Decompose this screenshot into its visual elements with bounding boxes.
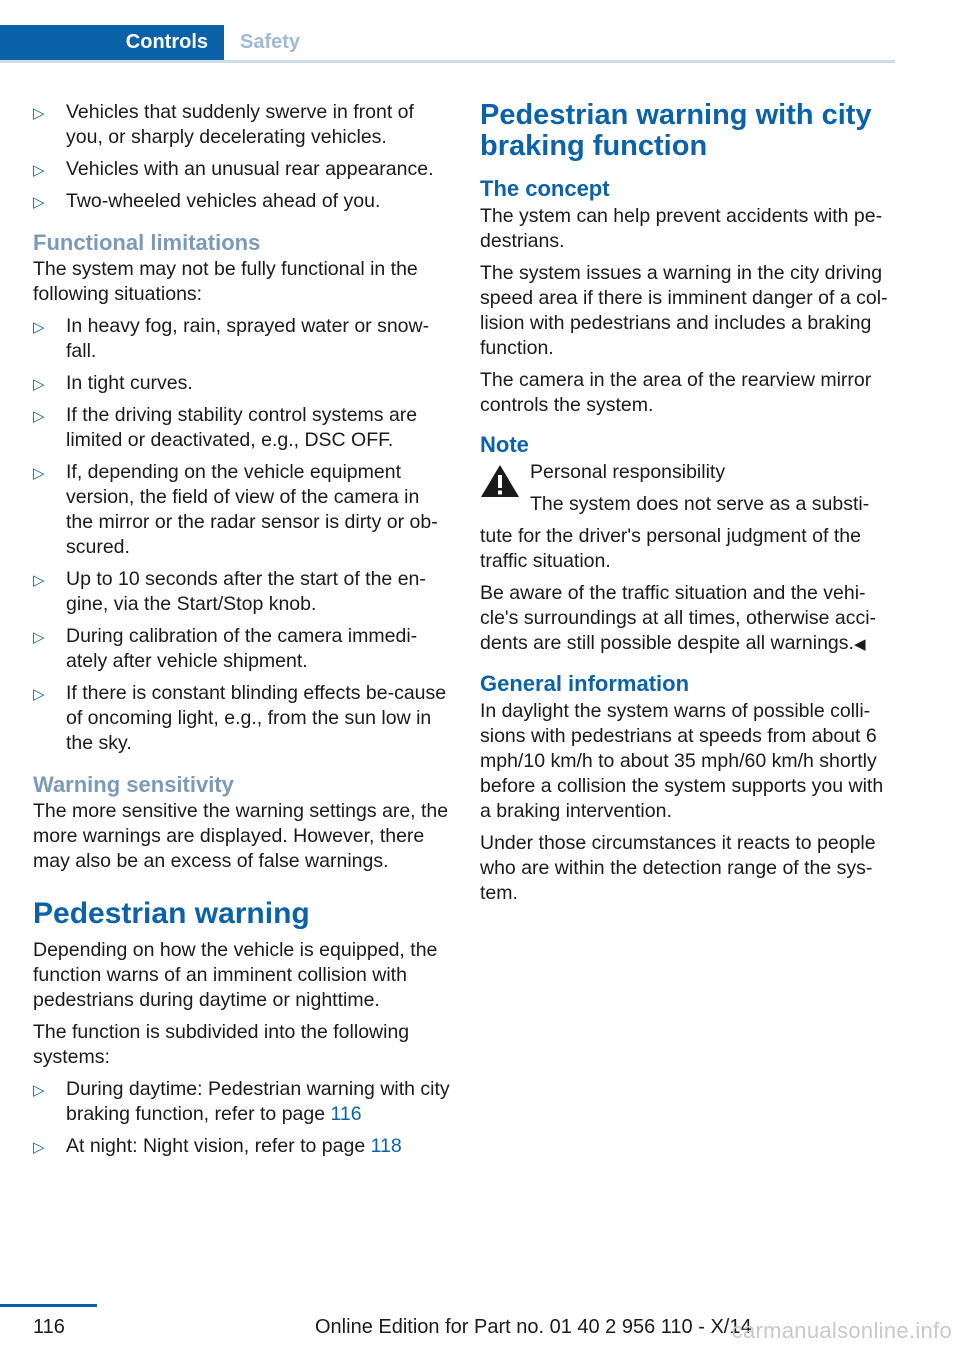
vehicle-list	[33, 100, 451, 214]
triangle-right-icon: ▷	[33, 162, 45, 179]
triangle-right-icon: ▷	[33, 465, 45, 482]
section-tabs	[0, 25, 895, 62]
list-item: ▷ Vehicles that suddenly swerve in front of you, or sharply decelerating vehicles.	[33, 101, 414, 148]
list-item: ▷ Vehicles with an unusual rear appearance.	[33, 157, 451, 182]
triangle-right-icon: ▷	[33, 629, 45, 646]
list-item: ▷ During daytime: Pedestrian warning with city braking function, refer to page 116	[33, 1078, 450, 1125]
city-braking-heading: Pedestrian warning with city braking function	[480, 99, 872, 162]
triangle-right-icon: ▷	[33, 408, 45, 425]
note-line-3: tute for the driver's personal judgment of the traffic situation.	[480, 525, 861, 572]
concept-p2: The system issues a warning in the city driving speed area if there is imminent danger of a col‐lision with pedestrians and includes a braking function.	[480, 262, 888, 359]
triangle-right-icon: ▷	[33, 572, 45, 589]
triangle-right-icon: ▷	[33, 686, 45, 703]
functional-limitations-intro: The system may not be fully functional in the following situations:	[33, 258, 418, 305]
edition-text: Online Edition for Part no. 01 40 2 956 110 - X/14	[315, 1316, 752, 1338]
watermark: carmanualsonline.info	[731, 1318, 952, 1343]
list-item: ▷ In heavy fog, rain, sprayed water or snow‐fall.	[33, 315, 430, 362]
header-rule	[0, 60, 895, 63]
warning-sensitivity-heading: Warning sensitivity	[33, 772, 234, 797]
concept-p3: The camera in the area of the rearview mirror controls the system.	[480, 369, 872, 416]
triangle-right-icon: ▷	[33, 319, 45, 336]
list-item: ▷ At night: Night vision, refer to page 118	[33, 1134, 451, 1159]
note-title: Personal responsibility	[530, 461, 726, 483]
left-column	[33, 100, 451, 1166]
pedestrian-warning-p1: Depending on how the vehicle is equipped, the function warns of an imminent collision with pedestrians during daytime or nighttime.	[33, 939, 438, 1011]
concept-heading: The concept	[480, 176, 610, 201]
end-mark-icon: ◀	[853, 636, 866, 653]
list-item: ▷ If, depending on the vehicle equipment version, the field of view of the camera in the mirror or the radar sensor is dirty or ob‐scured.	[33, 461, 438, 558]
tab-safety[interactable]: Safety	[240, 31, 301, 53]
warning-triangle-icon	[480, 464, 520, 498]
systems-list	[33, 1077, 451, 1159]
list-item: ▷ In tight curves.	[33, 371, 451, 396]
triangle-right-icon: ▷	[33, 1139, 45, 1156]
warning-sensitivity-text: The more sensitive the warning settings are, the more warnings are displayed. However, there may also be an excess of false warnings.	[33, 800, 449, 872]
note-box	[480, 460, 898, 517]
list-item: ▷ Up to 10 seconds after the start of the en‐gine, via the Start/Stop knob.	[33, 568, 426, 615]
functional-limitations-heading: Functional limitations	[33, 230, 261, 255]
list-item: ▷ Two-wheeled vehicles ahead of you.	[33, 189, 451, 214]
page-number: 116	[33, 1316, 65, 1338]
footer-rule	[0, 1304, 97, 1307]
list-item: ▷ During calibration of the camera immedi‐ately after vehicle shipment.	[33, 625, 418, 672]
pedestrian-warning-p2: The function is subdivided into the following systems:	[33, 1021, 410, 1068]
page-link-116[interactable]: 116	[330, 1103, 362, 1125]
triangle-right-icon: ▷	[33, 105, 45, 122]
triangle-right-icon: ▷	[33, 1082, 45, 1099]
note-heading: Note	[480, 432, 529, 457]
note-p2: Be aware of the traffic situation and the vehi‐cle's surroundings at all times, otherwise acci‐dents are still possible despite all warnings.◀	[480, 582, 877, 654]
concept-p1: The ystem can help prevent accidents with pe‐destrians.	[480, 205, 883, 252]
limitations-list	[33, 314, 451, 756]
tab-controls[interactable]: Controls	[0, 25, 224, 60]
list-item: ▷ If the driving stability control systems are limited or deactivated, e.g., DSC OFF.	[33, 404, 418, 451]
note-line-2: The system does not serve as a substi‐	[530, 493, 870, 515]
general-p1: In daylight the system warns of possible colli‐sions with pedestrians at speeds from about 6 mph/10 km/h to about 35 mph/60 km/h shortly before a collision the system supports you with a braking intervention.	[480, 700, 884, 822]
page-link-118[interactable]: 118	[370, 1135, 402, 1157]
triangle-right-icon: ▷	[33, 376, 45, 393]
general-information-heading: General information	[480, 671, 690, 696]
list-item: ▷ If there is constant blinding effects be‐cause of oncoming light, e.g., from the sun low in the sky.	[33, 682, 447, 754]
general-p2: Under those circumstances it reacts to people who are within the detection range of the sys‐tem.	[480, 832, 876, 904]
right-column	[480, 100, 898, 913]
pedestrian-warning-heading: Pedestrian warning	[33, 897, 310, 930]
triangle-right-icon: ▷	[33, 194, 45, 211]
